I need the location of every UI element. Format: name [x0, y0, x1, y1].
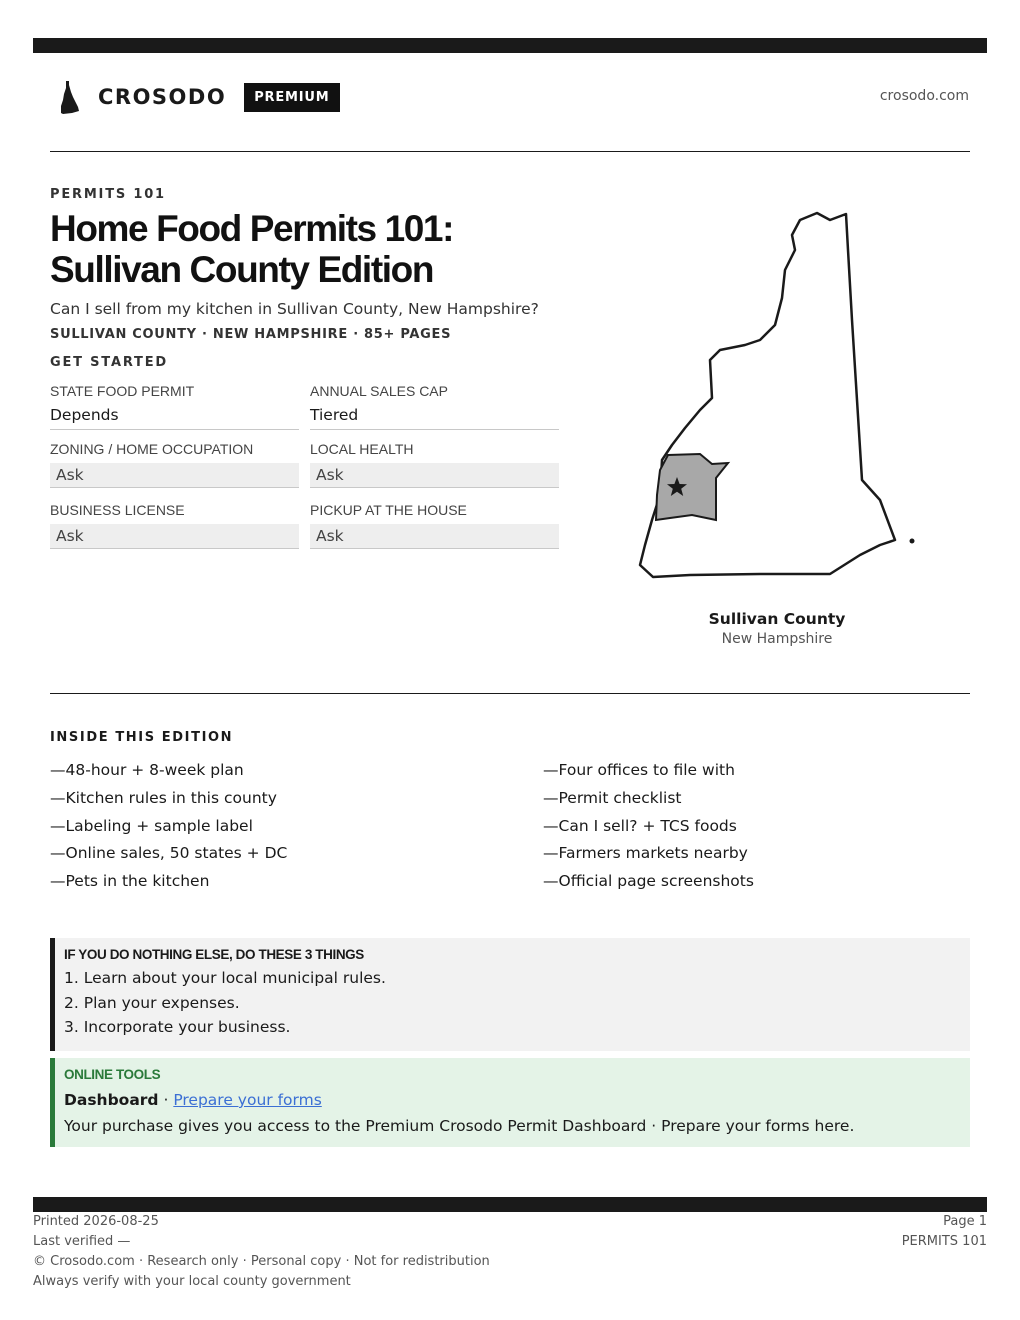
fact-local-health [310, 441, 559, 488]
premium-badge: PREMIUM [244, 83, 339, 112]
state-outline [640, 213, 895, 577]
toc-item: —Farmers markets nearby [543, 844, 748, 863]
site-url[interactable]: crosodo.com [879, 88, 969, 104]
brand [60, 80, 340, 114]
footer-left [33, 1212, 490, 1292]
fact-value: Ask [50, 463, 299, 487]
map-county-name: Sullivan County [708, 610, 846, 628]
callout-title: IF YOU DO NOTHING ELSE, DO THESE 3 THINGS [64, 947, 364, 962]
printed-date: Printed 2026-08-25 [33, 1214, 159, 1229]
toc-item: —48-hour + 8-week plan [50, 761, 244, 779]
toc-item: —Permit checklist [543, 788, 682, 807]
toc-item: —Labeling + sample label [50, 816, 253, 835]
callout-item: 3. Incorporate your business. [64, 1018, 291, 1036]
fact-label: PICKUP AT THE HOUSE [310, 502, 467, 518]
map-state-name: New Hampshire [721, 631, 833, 647]
toc-item: —Kitchen rules in this county [50, 788, 277, 807]
prepare-forms-link[interactable]: Prepare your forms [173, 1091, 322, 1109]
new-hampshire-logo-icon [60, 80, 80, 114]
page-number: Page 1 [943, 1214, 987, 1229]
fact-label: LOCAL HEALTH [310, 441, 414, 457]
section-divider [50, 693, 970, 694]
inside-edition-heading: INSIDE THIS EDITION [50, 730, 234, 745]
toc-item: —Online sales, 50 states + DC [50, 844, 288, 863]
toc-item: —Official page screenshots [543, 872, 754, 891]
fact-state-food-permit [50, 383, 299, 430]
tools-links-line [64, 1090, 970, 1110]
fact-business-license [50, 502, 299, 549]
fact-value: Tiered [310, 406, 359, 424]
dashboard-label: Dashboard [64, 1091, 159, 1109]
top-bar [33, 38, 987, 53]
fact-pickup [310, 502, 559, 549]
callout-item: 2. Plan your expenses. [64, 993, 240, 1012]
toc-item: —Pets in the kitchen [50, 872, 210, 891]
online-tools-panel [50, 1058, 970, 1147]
copyright-note: © Crosodo.com · Research only · Personal copy · Not for redistribution [33, 1254, 490, 1269]
fact-annual-sales-cap [310, 383, 559, 430]
tools-description: Your purchase gives you access to the Premium Crosodo Permit Dashboard · Prepare your forms here. [64, 1117, 855, 1135]
fact-value: Depends [50, 406, 119, 424]
bottom-bar [33, 1197, 987, 1212]
header-divider [50, 151, 970, 152]
toc-left-column [50, 757, 470, 896]
fact-value: Ask [310, 524, 559, 548]
fact-label: ZONING / HOME OCCUPATION [50, 441, 254, 457]
callout-item: 1. Learn about your local municipal rules. [64, 969, 386, 987]
three-things-callout [50, 938, 970, 1051]
fact-label: BUSINESS LICENSE [50, 502, 185, 518]
section-kicker: PERMITS 101 [50, 187, 166, 202]
fact-value: Ask [50, 524, 299, 548]
toc-right-column [543, 757, 963, 896]
tools-separator: · [158, 1091, 174, 1109]
get-started-heading: GET STARTED [50, 355, 168, 370]
edition-meta: SULLIVAN COUNTY · NEW HAMPSHIRE · 85+ PAGES [50, 327, 452, 342]
toc-item: —Can I sell? + TCS foods [543, 816, 737, 835]
fact-value: Ask [310, 463, 559, 487]
island-dot [910, 539, 915, 544]
fact-label: ANNUAL SALES CAP [310, 383, 448, 399]
fact-zoning [50, 441, 299, 488]
verify-note: Always verify with your local county government [33, 1274, 351, 1289]
fact-label: STATE FOOD PERMIT [50, 383, 195, 399]
footer-right [902, 1212, 987, 1252]
brand-name: CROSODO [98, 85, 227, 109]
toc-item: —Four offices to file with [543, 761, 735, 779]
tools-title: ONLINE TOOLS [64, 1067, 161, 1082]
page-subtitle: Can I sell from my kitchen in Sullivan County, New Hampshire? [50, 300, 539, 318]
page-title: Home Food Permits 101: Sullivan County Edition [50, 208, 454, 290]
footer-section: PERMITS 101 [901, 1234, 987, 1249]
last-verified: Last verified — [33, 1234, 131, 1249]
callout-list [64, 966, 970, 1040]
state-map [620, 205, 940, 595]
map-caption [677, 609, 877, 649]
